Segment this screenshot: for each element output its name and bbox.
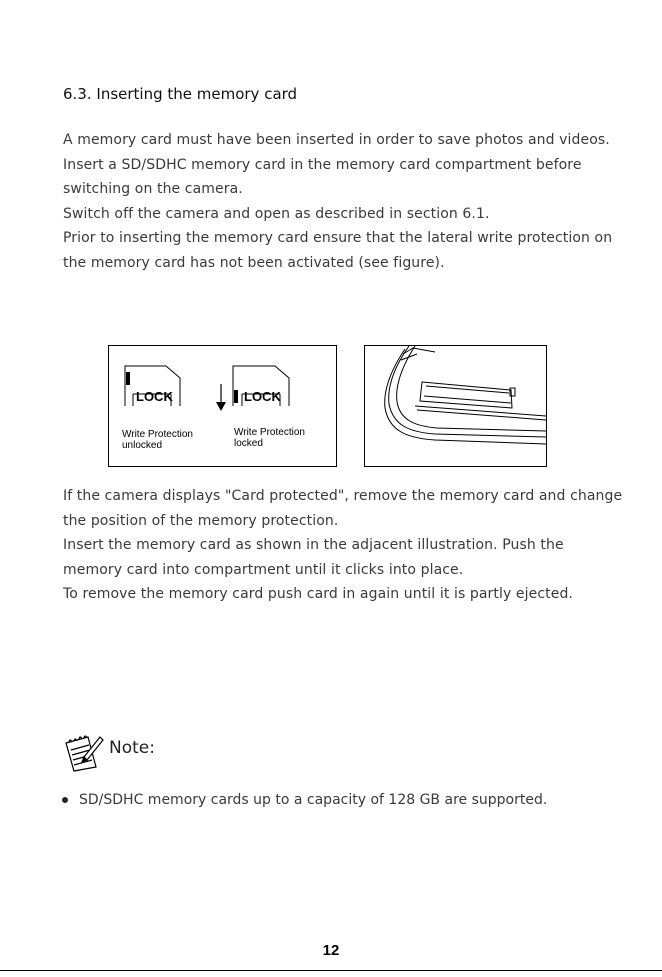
caption-unlocked-line2: unlocked — [122, 440, 163, 451]
camera-card-slot-illustration — [365, 346, 546, 466]
note-title: Note: — [109, 738, 155, 758]
caption-locked-line2: locked — [234, 438, 263, 449]
section-heading: 6.3. Inserting the memory card — [63, 85, 298, 103]
lock-label-unlocked: LOCK — [136, 389, 173, 404]
instruction-line: Insert the memory card as shown in the adjacent illustration. Push the — [63, 537, 564, 553]
intro-line: the memory card has not been activated (see figure). — [63, 254, 445, 271]
intro-line: switching on the camera. — [63, 181, 243, 197]
intro-line: A memory card must have been inserted in order to save photos and videos. — [63, 132, 610, 148]
notepad-pencil-icon — [62, 733, 104, 777]
caption-unlocked-line1: Write Protection — [122, 429, 193, 440]
lock-label-locked: LOCK — [244, 389, 281, 404]
intro-line: Insert a SD/SDHC memory card in the memory card compartment before — [63, 156, 582, 173]
note-item-text: SD/SDHC memory cards up to a capacity of 128 GB are supported. — [79, 792, 548, 808]
lock-switch-locked — [234, 390, 238, 403]
instruction-line: the position of the memory protection. — [63, 512, 339, 529]
arrow-down-icon — [216, 384, 226, 411]
instruction-line: To remove the memory card push card in again until it is partly ejected. — [63, 586, 573, 602]
intro-line: Prior to inserting the memory card ensure that the lateral write protection on — [63, 230, 613, 246]
intro-paragraph — [63, 128, 623, 275]
write-protection-figure — [108, 345, 337, 467]
page-number: 12 — [322, 942, 340, 959]
instruction-line: memory card into compartment until it clicks into place. — [63, 561, 464, 578]
caption-locked — [234, 427, 305, 449]
lock-switch-unlocked — [126, 372, 130, 385]
caption-locked-line1: Write Protection — [234, 427, 305, 438]
instructions-paragraph — [63, 484, 623, 607]
card-slot-figure — [364, 345, 547, 467]
note-list-item — [62, 792, 547, 808]
caption-unlocked — [122, 429, 193, 451]
intro-line: Switch off the camera and open as described in section 6.1. — [63, 205, 490, 222]
instruction-line: If the camera displays "Card protected", remove the memory card and change — [63, 488, 623, 504]
bullet-icon — [62, 797, 68, 803]
page-bottom-rule — [0, 970, 662, 971]
